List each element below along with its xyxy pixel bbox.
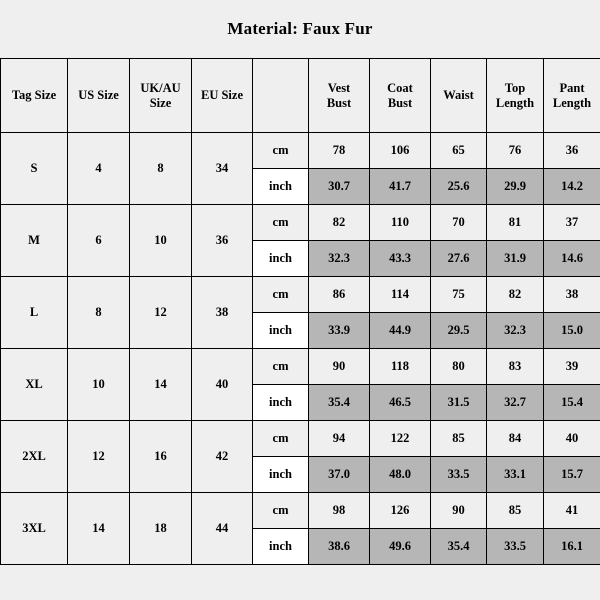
cell-coat-bust-inch: 41.7 xyxy=(370,169,431,205)
cell-tag-size: M xyxy=(1,205,68,277)
cell-ukau-size: 18 xyxy=(130,493,192,565)
header-top-length xyxy=(487,59,544,133)
header-uk-au-size-line2: Size xyxy=(149,95,172,110)
header-unit-column xyxy=(253,59,309,133)
cell-top-length-cm: 85 xyxy=(487,493,544,529)
cell-vest-bust-cm: 86 xyxy=(309,277,370,313)
cell-waist-inch: 27.6 xyxy=(431,241,487,277)
cell-top-length-cm: 81 xyxy=(487,205,544,241)
table-row xyxy=(1,349,600,385)
cell-top-length-inch: 32.7 xyxy=(487,385,544,421)
cell-top-length-cm: 76 xyxy=(487,133,544,169)
cell-eu-size: 38 xyxy=(192,277,253,349)
header-vest-bust-line2: Bust xyxy=(326,95,352,110)
cell-pant-length-cm: 37 xyxy=(544,205,600,241)
header-coat-bust-line2: Bust xyxy=(387,95,413,110)
cell-tag-size: 3XL xyxy=(1,493,68,565)
cell-eu-size: 42 xyxy=(192,421,253,493)
cell-ukau-size: 16 xyxy=(130,421,192,493)
header-pant-length-line1: Pant xyxy=(559,80,585,95)
cell-waist-cm: 70 xyxy=(431,205,487,241)
table-row xyxy=(1,493,600,529)
cell-tag-size: L xyxy=(1,277,68,349)
cell-pant-length-cm: 38 xyxy=(544,277,600,313)
cell-unit-inch: inch xyxy=(253,529,309,565)
cell-us-size: 12 xyxy=(68,421,130,493)
page-title: Material: Faux Fur xyxy=(227,19,373,38)
table-row xyxy=(1,421,600,457)
cell-unit-inch: inch xyxy=(253,169,309,205)
cell-vest-bust-inch: 38.6 xyxy=(309,529,370,565)
cell-top-length-inch: 31.9 xyxy=(487,241,544,277)
cell-ukau-size: 10 xyxy=(130,205,192,277)
cell-pant-length-inch: 16.1 xyxy=(544,529,600,565)
cell-us-size: 8 xyxy=(68,277,130,349)
cell-waist-cm: 75 xyxy=(431,277,487,313)
cell-tag-size: 2XL xyxy=(1,421,68,493)
cell-pant-length-cm: 41 xyxy=(544,493,600,529)
cell-top-length-inch: 29.9 xyxy=(487,169,544,205)
cell-waist-inch: 31.5 xyxy=(431,385,487,421)
table-row xyxy=(1,205,600,241)
cell-pant-length-inch: 14.6 xyxy=(544,241,600,277)
cell-pant-length-inch: 15.0 xyxy=(544,313,600,349)
header-row xyxy=(1,59,600,133)
cell-top-length-inch: 32.3 xyxy=(487,313,544,349)
cell-waist-inch: 25.6 xyxy=(431,169,487,205)
cell-vest-bust-inch: 32.3 xyxy=(309,241,370,277)
cell-eu-size: 40 xyxy=(192,349,253,421)
cell-waist-inch: 29.5 xyxy=(431,313,487,349)
cell-pant-length-inch: 15.7 xyxy=(544,457,600,493)
cell-waist-cm: 65 xyxy=(431,133,487,169)
cell-unit-cm: cm xyxy=(253,133,309,169)
cell-us-size: 6 xyxy=(68,205,130,277)
header-uk-au-size-line1: UK/AU xyxy=(140,80,181,95)
cell-vest-bust-inch: 33.9 xyxy=(309,313,370,349)
table-row xyxy=(1,133,600,169)
cell-unit-cm: cm xyxy=(253,493,309,529)
cell-pant-length-cm: 39 xyxy=(544,349,600,385)
cell-ukau-size: 12 xyxy=(130,277,192,349)
table-row xyxy=(1,277,600,313)
cell-ukau-size: 8 xyxy=(130,133,192,205)
cell-tag-size: XL xyxy=(1,349,68,421)
header-pant-length xyxy=(544,59,600,133)
cell-coat-bust-cm: 106 xyxy=(370,133,431,169)
cell-coat-bust-inch: 49.6 xyxy=(370,529,431,565)
header-top-length-line1: Top xyxy=(504,80,526,95)
header-top-length-line2: Length xyxy=(495,95,535,110)
table-header xyxy=(1,59,600,133)
cell-pant-length-inch: 15.4 xyxy=(544,385,600,421)
cell-coat-bust-inch: 48.0 xyxy=(370,457,431,493)
cell-vest-bust-inch: 37.0 xyxy=(309,457,370,493)
cell-ukau-size: 14 xyxy=(130,349,192,421)
cell-waist-inch: 33.5 xyxy=(431,457,487,493)
cell-eu-size: 36 xyxy=(192,205,253,277)
cell-pant-length-inch: 14.2 xyxy=(544,169,600,205)
cell-waist-cm: 80 xyxy=(431,349,487,385)
cell-top-length-cm: 83 xyxy=(487,349,544,385)
cell-vest-bust-inch: 35.4 xyxy=(309,385,370,421)
cell-coat-bust-inch: 44.9 xyxy=(370,313,431,349)
header-coat-bust xyxy=(370,59,431,133)
cell-vest-bust-cm: 82 xyxy=(309,205,370,241)
cell-unit-cm: cm xyxy=(253,349,309,385)
header-us-size: US Size xyxy=(68,59,130,133)
cell-top-length-inch: 33.1 xyxy=(487,457,544,493)
header-coat-bust-line1: Coat xyxy=(387,80,413,95)
header-pant-length-line2: Length xyxy=(552,95,592,110)
cell-coat-bust-cm: 118 xyxy=(370,349,431,385)
cell-tag-size: S xyxy=(1,133,68,205)
cell-top-length-cm: 82 xyxy=(487,277,544,313)
cell-coat-bust-inch: 43.3 xyxy=(370,241,431,277)
cell-unit-inch: inch xyxy=(253,457,309,493)
cell-waist-cm: 90 xyxy=(431,493,487,529)
cell-pant-length-cm: 40 xyxy=(544,421,600,457)
cell-us-size: 14 xyxy=(68,493,130,565)
cell-coat-bust-cm: 126 xyxy=(370,493,431,529)
header-eu-size: EU Size xyxy=(192,59,253,133)
header-vest-bust xyxy=(309,59,370,133)
cell-coat-bust-cm: 114 xyxy=(370,277,431,313)
cell-unit-cm: cm xyxy=(253,205,309,241)
cell-eu-size: 44 xyxy=(192,493,253,565)
cell-top-length-cm: 84 xyxy=(487,421,544,457)
cell-vest-bust-cm: 98 xyxy=(309,493,370,529)
header-vest-bust-line1: Vest xyxy=(327,80,351,95)
table-body xyxy=(1,133,600,565)
cell-unit-inch: inch xyxy=(253,241,309,277)
cell-top-length-inch: 33.5 xyxy=(487,529,544,565)
cell-vest-bust-inch: 30.7 xyxy=(309,169,370,205)
cell-vest-bust-cm: 90 xyxy=(309,349,370,385)
cell-eu-size: 34 xyxy=(192,133,253,205)
header-uk-au-size xyxy=(130,59,192,133)
cell-coat-bust-inch: 46.5 xyxy=(370,385,431,421)
header-tag-size: Tag Size xyxy=(1,59,68,133)
cell-waist-inch: 35.4 xyxy=(431,529,487,565)
cell-unit-cm: cm xyxy=(253,421,309,457)
header-waist: Waist xyxy=(431,59,487,133)
cell-unit-inch: inch xyxy=(253,313,309,349)
cell-waist-cm: 85 xyxy=(431,421,487,457)
cell-vest-bust-cm: 78 xyxy=(309,133,370,169)
cell-vest-bust-cm: 94 xyxy=(309,421,370,457)
cell-us-size: 10 xyxy=(68,349,130,421)
size-chart-table xyxy=(0,58,600,565)
cell-coat-bust-cm: 110 xyxy=(370,205,431,241)
cell-us-size: 4 xyxy=(68,133,130,205)
cell-unit-cm: cm xyxy=(253,277,309,313)
cell-pant-length-cm: 36 xyxy=(544,133,600,169)
cell-unit-inch: inch xyxy=(253,385,309,421)
cell-coat-bust-cm: 122 xyxy=(370,421,431,457)
